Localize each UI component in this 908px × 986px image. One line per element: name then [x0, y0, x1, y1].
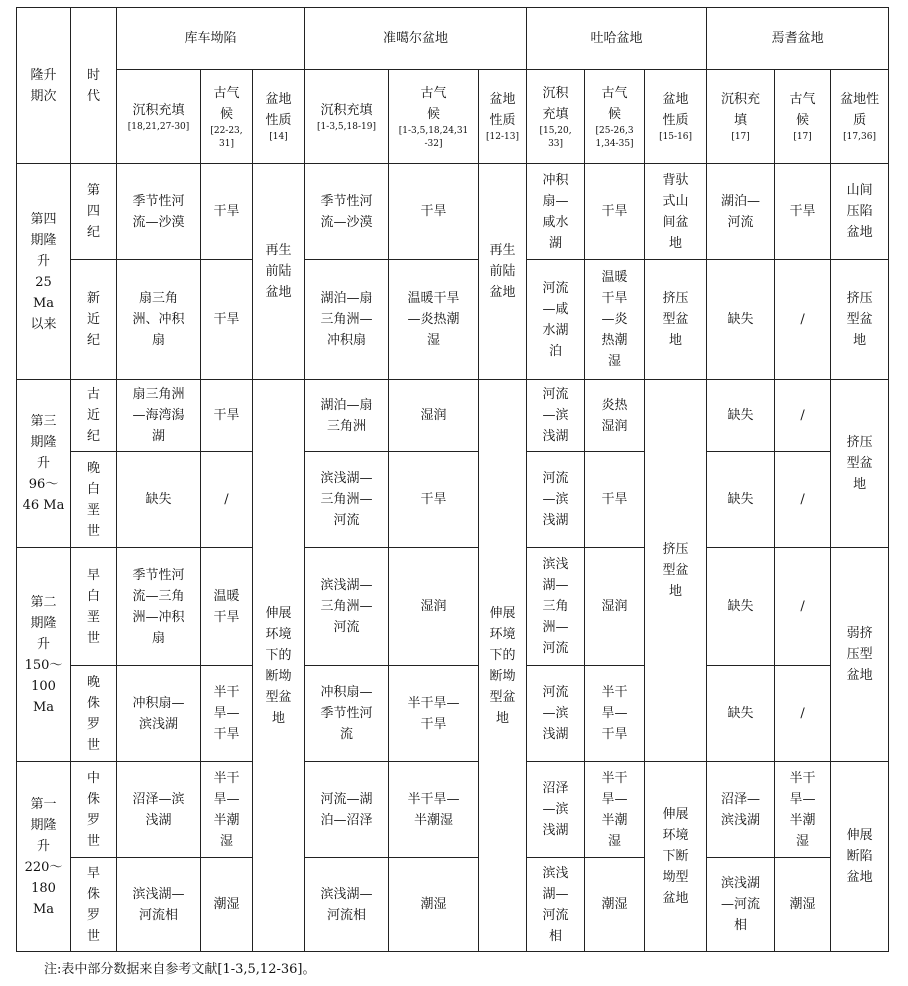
- era-late-jurassic: 晚 侏 罗 世: [71, 666, 117, 762]
- junggar-sed-header: 沉积充填 [1-3,5,18-19]: [305, 70, 389, 164]
- tuha-sed-cell: 河流 —滨 浅湖: [527, 452, 585, 548]
- junggar-paleo-cell: 湿润: [389, 548, 479, 666]
- yanqi-paleo-cell: /: [775, 260, 831, 380]
- tuha-nature-cell: 背驮 式山 间盆 地: [645, 164, 707, 260]
- tuha-paleo-cell: 潮湿: [585, 858, 645, 952]
- kuche-sed-cell: 滨浅湖— 河流相: [117, 858, 201, 952]
- era-middle-jurassic: 中 侏 罗 世: [71, 762, 117, 858]
- tuha-sed-cell: 滨浅 湖— 三角 洲— 河流: [527, 548, 585, 666]
- yanqi-paleo-cell: 半干 旱— 半潮 湿: [775, 762, 831, 858]
- junggar-sed-cell: 滨浅湖— 三角洲— 河流: [305, 452, 389, 548]
- tuha-sed-cell: 河流 —滨 浅湖: [527, 380, 585, 452]
- kuche-sed-cell: 季节性河 流—沙漠: [117, 164, 201, 260]
- tuha-nature-cell: 挤压 型盆 地: [645, 260, 707, 380]
- tuha-sed-header: 沉积 充填 [15,20, 33]: [527, 70, 585, 164]
- yanqi-nature-cell: 挤压 型盆 地: [831, 260, 889, 380]
- table-footnote: 注:表中部分数据来自参考文献[1-3,5,12-36]。: [44, 962, 316, 977]
- tuha-nature-cell: 伸展 环境 下断 坳型 盆地: [645, 762, 707, 952]
- yanqi-nature-cell: 山间 压陷 盆地: [831, 164, 889, 260]
- yanqi-sed-cell: 缺失: [707, 260, 775, 380]
- yanqi-sed-cell: 沼泽— 滨浅湖: [707, 762, 775, 858]
- junggar-sed-cell: 季节性河 流—沙漠: [305, 164, 389, 260]
- yanqi-sed-header: 沉积充 填 [17]: [707, 70, 775, 164]
- junggar-sed-cell: 冲积扇— 季节性河 流: [305, 666, 389, 762]
- kuche-sed-cell: 沼泽—滨 浅湖: [117, 762, 201, 858]
- kuche-paleo-cell: 半干 旱— 干旱: [201, 666, 253, 762]
- yanqi-nature-cell: 弱挤 压型 盆地: [831, 548, 889, 762]
- tuha-paleo-cell: 炎热 湿润: [585, 380, 645, 452]
- period-2: 第二 期隆 升 150～ 100 Ma: [17, 548, 71, 762]
- junggar-nature-cell: 伸展 环境 下的 断坳 型盆 地: [479, 380, 527, 952]
- yanqi-paleo-cell: /: [775, 380, 831, 452]
- yanqi-nature-header: 盆地性 质 [17,36]: [831, 70, 889, 164]
- tuha-paleo-cell: 半干 旱— 半潮 湿: [585, 762, 645, 858]
- junggar-sed-cell: 河流—湖 泊—沼泽: [305, 762, 389, 858]
- yanqi-nature-cell: 伸展 断陷 盆地: [831, 762, 889, 952]
- era-quaternary: 第 四 纪: [71, 164, 117, 260]
- kuche-nature-cell: 再生 前陆 盆地: [253, 164, 305, 380]
- kuche-paleo-cell: 潮湿: [201, 858, 253, 952]
- period-3: 第三 期隆 升 96～ 46 Ma: [17, 380, 71, 548]
- tuha-paleo-cell: 温暖 干旱 —炎 热潮 湿: [585, 260, 645, 380]
- yanqi-nature-cell: 挤压 型盆 地: [831, 380, 889, 548]
- header-uplift-period: 隆升 期次: [17, 8, 71, 164]
- kuche-sed-cell: 冲积扇— 滨浅湖: [117, 666, 201, 762]
- junggar-nature-cell: 再生 前陆 盆地: [479, 164, 527, 380]
- yanqi-paleo-cell: /: [775, 666, 831, 762]
- junggar-paleo-cell: 干旱: [389, 452, 479, 548]
- kuche-nature-header: 盆地 性质 [14]: [253, 70, 305, 164]
- yanqi-paleo-cell: /: [775, 548, 831, 666]
- kuche-paleo-cell: 温暖 干旱: [201, 548, 253, 666]
- tuha-paleo-cell: 湿润: [585, 548, 645, 666]
- kuche-paleo-cell: 干旱: [201, 164, 253, 260]
- kuche-sed-header: 沉积充填 [18,21,27-30]: [117, 70, 201, 164]
- period-4: 第四 期隆 升 25 Ma 以来: [17, 164, 71, 380]
- yanqi-paleo-header: 古气 候 [17]: [775, 70, 831, 164]
- kuche-paleo-cell: 干旱: [201, 380, 253, 452]
- header-junggar: 准噶尔盆地: [305, 8, 527, 70]
- header-tuha: 吐哈盆地: [527, 8, 707, 70]
- header-yanqi: 焉耆盆地: [707, 8, 889, 70]
- era-neogene: 新 近 纪: [71, 260, 117, 380]
- era-late-cretaceous: 晚 白 垩 世: [71, 452, 117, 548]
- junggar-paleo-cell: 潮湿: [389, 858, 479, 952]
- era-early-jurassic: 早 侏 罗 世: [71, 858, 117, 952]
- era-early-cretaceous: 早 白 垩 世: [71, 548, 117, 666]
- tuha-paleo-header: 古气 候 [25-26,3 1,34-35]: [585, 70, 645, 164]
- kuche-paleo-cell: /: [201, 452, 253, 548]
- kuche-sed-cell: 扇三角洲 —海湾潟 湖: [117, 380, 201, 452]
- junggar-nature-header: 盆地 性质 [12-13]: [479, 70, 527, 164]
- tuha-sed-cell: 冲积 扇— 咸水 湖: [527, 164, 585, 260]
- period-1: 第一 期隆 升 220～ 180 Ma: [17, 762, 71, 952]
- kuche-paleo-cell: 半干 旱— 半潮 湿: [201, 762, 253, 858]
- junggar-paleo-header: 古气 候 [1-3,5,18,24,31 -32]: [389, 70, 479, 164]
- tuha-nature-header: 盆地 性质 [15-16]: [645, 70, 707, 164]
- tuha-paleo-cell: 干旱: [585, 452, 645, 548]
- kuche-paleo-header: 古气 候 [22-23, 31]: [201, 70, 253, 164]
- kuche-sed-cell: 季节性河 流—三角 洲—冲积 扇: [117, 548, 201, 666]
- junggar-paleo-cell: 温暖干旱 —炎热潮 湿: [389, 260, 479, 380]
- yanqi-sed-cell: 湖泊— 河流: [707, 164, 775, 260]
- junggar-paleo-cell: 半干旱— 半潮湿: [389, 762, 479, 858]
- era-paleogene: 古 近 纪: [71, 380, 117, 452]
- yanqi-sed-cell: 滨浅湖 —河流 相: [707, 858, 775, 952]
- kuche-nature-cell: 伸展 环境 下的 断坳 型盆 地: [253, 380, 305, 952]
- yanqi-sed-cell: 缺失: [707, 666, 775, 762]
- junggar-sed-cell: 滨浅湖— 三角洲— 河流: [305, 548, 389, 666]
- junggar-paleo-cell: 干旱: [389, 164, 479, 260]
- kuche-sed-cell: 缺失: [117, 452, 201, 548]
- junggar-paleo-cell: 湿润: [389, 380, 479, 452]
- yanqi-paleo-cell: /: [775, 452, 831, 548]
- junggar-sed-cell: 滨浅湖— 河流相: [305, 858, 389, 952]
- tuha-paleo-cell: 半干 旱— 干旱: [585, 666, 645, 762]
- junggar-sed-cell: 湖泊—扇 三角洲— 冲积扇: [305, 260, 389, 380]
- junggar-paleo-cell: 半干旱— 干旱: [389, 666, 479, 762]
- kuche-sed-cell: 扇三角 洲、冲积 扇: [117, 260, 201, 380]
- tuha-sed-cell: 河流 —咸 水湖 泊: [527, 260, 585, 380]
- yanqi-paleo-cell: 潮湿: [775, 858, 831, 952]
- tuha-sed-cell: 沼泽 —滨 浅湖: [527, 762, 585, 858]
- yanqi-sed-cell: 缺失: [707, 380, 775, 452]
- junggar-sed-cell: 湖泊—扇 三角洲: [305, 380, 389, 452]
- tuha-paleo-cell: 干旱: [585, 164, 645, 260]
- uplift-basin-table: [16, 7, 889, 952]
- yanqi-paleo-cell: 干旱: [775, 164, 831, 260]
- yanqi-sed-cell: 缺失: [707, 452, 775, 548]
- header-kuche: 库车坳陷: [117, 8, 305, 70]
- tuha-sed-cell: 滨浅 湖— 河流 相: [527, 858, 585, 952]
- header-era: 时 代: [71, 8, 117, 164]
- tuha-sed-cell: 河流 —滨 浅湖: [527, 666, 585, 762]
- tuha-nature-cell: 挤压 型盆 地: [645, 380, 707, 762]
- kuche-paleo-cell: 干旱: [201, 260, 253, 380]
- yanqi-sed-cell: 缺失: [707, 548, 775, 666]
